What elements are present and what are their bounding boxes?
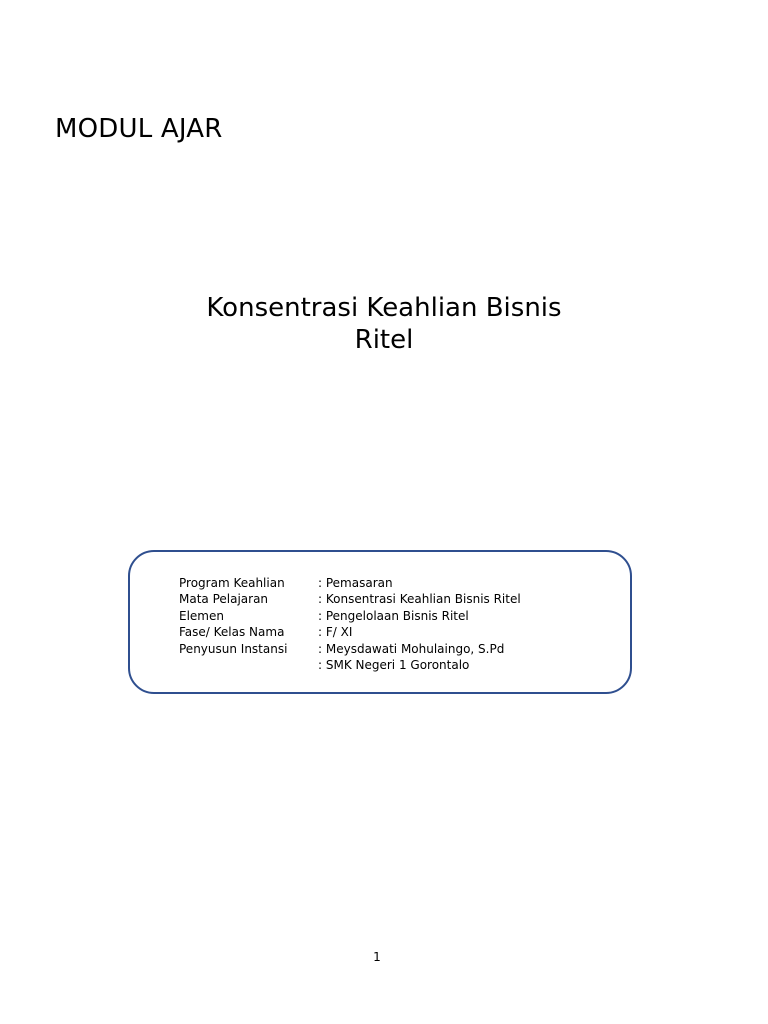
main-heading-line-2: Ritel <box>354 325 414 355</box>
main-heading <box>0 292 768 356</box>
info-label: Mata Pelajaran <box>179 592 269 607</box>
info-row <box>179 657 521 673</box>
info-value: : Pemasaran <box>318 576 393 590</box>
info-label <box>179 657 318 673</box>
info-label: Program Keahlian <box>179 576 285 590</box>
info-row <box>179 641 521 657</box>
page-number: 1 <box>373 950 381 964</box>
info-table <box>179 575 521 673</box>
info-label: Fase/ Kelas Nama <box>179 625 285 640</box>
document-title: MODUL AJAR <box>55 114 223 144</box>
info-label: Penyusun Instansi <box>179 641 288 656</box>
info-value: : SMK Negeri 1 Gorontalo <box>318 658 470 673</box>
info-label: Elemen <box>179 608 224 623</box>
info-value: : F/ XI <box>318 625 353 640</box>
main-heading-line-1: Konsentrasi Keahlian Bisnis <box>206 293 562 323</box>
info-value: : Meysdawati Mohulaingo, S.Pd <box>318 641 505 656</box>
info-row <box>179 608 521 624</box>
info-row <box>179 624 521 640</box>
info-row <box>179 591 521 607</box>
info-value: : Konsentrasi Keahlian Bisnis Ritel <box>318 592 521 607</box>
info-row <box>179 575 521 591</box>
info-value: : Pengelolaan Bisnis Ritel <box>318 608 469 623</box>
